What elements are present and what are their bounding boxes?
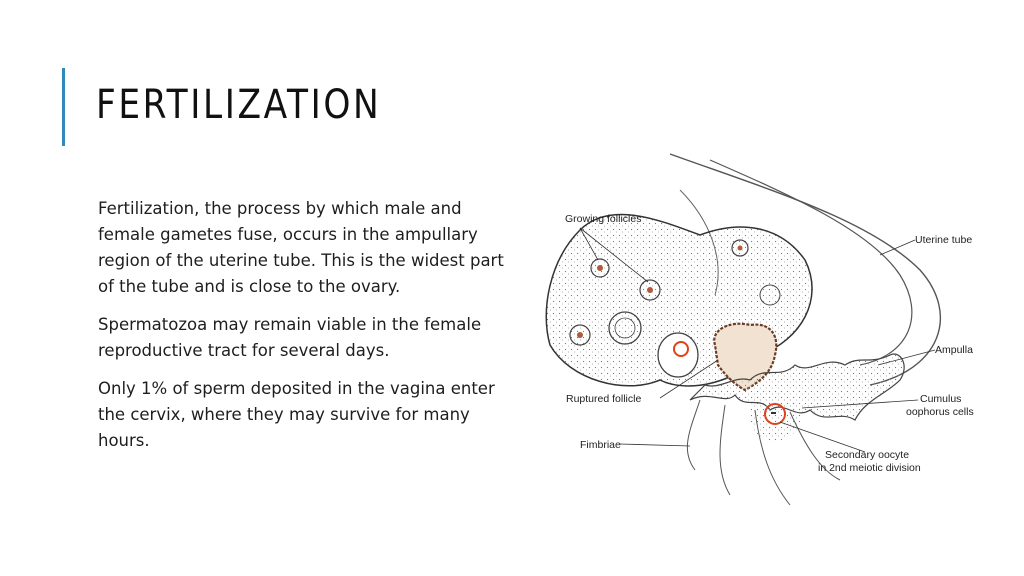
paragraph-fertilization: Fertilization, the process by which male and female gametes fuse, occurs in the ampullary region of the uterine tube. This is the widest part of the tube and is close to the ovary. xyxy=(98,199,504,296)
ovary-tube-illustration xyxy=(540,150,990,520)
label-oocyte-line1: Secondary oocyte xyxy=(825,449,910,461)
label-growing-follicles: Growing follicles xyxy=(565,213,642,225)
label-cumulus-line1: Cumulus xyxy=(920,393,962,405)
label-ruptured-follicle: Ruptured follicle xyxy=(566,393,642,405)
fertilization-diagram xyxy=(540,150,990,520)
label-fimbriae: Fimbriae xyxy=(580,439,621,451)
label-oocyte-line2: in 2nd meiotic division xyxy=(818,462,921,474)
label-cumulus-line2: oophorus cells xyxy=(906,406,974,418)
slide-title: FERTILIZATION xyxy=(96,82,382,128)
title-accent-bar xyxy=(62,68,65,146)
body-text xyxy=(98,196,518,466)
cumulus-oophorus xyxy=(749,389,801,441)
paragraph-spermatozoa: Spermatozoa may remain viable in the female reproductive tract for several days. xyxy=(98,315,482,360)
label-uterine-tube: Uterine tube xyxy=(915,234,973,246)
label-ampulla: Ampulla xyxy=(935,344,973,356)
paragraph-sperm-percent: Only 1% of sperm deposited in the vagina enter the cervix, where they may survive for many hours. xyxy=(98,379,495,450)
